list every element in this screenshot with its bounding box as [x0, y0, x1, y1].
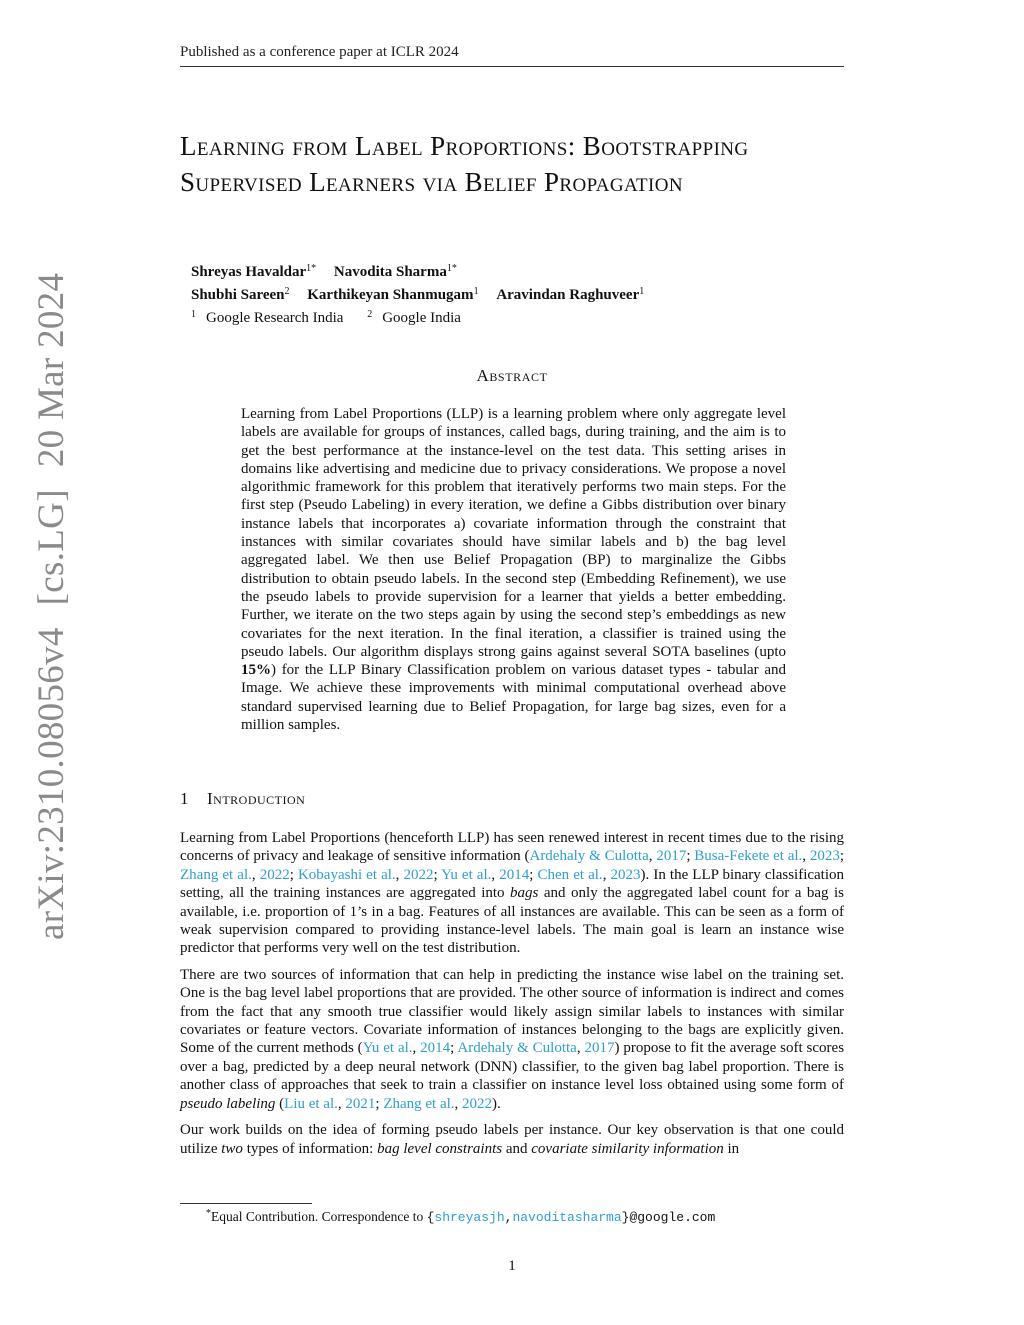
author-line-1: [191, 259, 658, 282]
arxiv-id: arXiv:2310.08056v4: [31, 627, 72, 940]
citation-link[interactable]: 2021: [345, 1095, 376, 1112]
citation-link[interactable]: 2023: [610, 866, 641, 883]
author: Navodita Sharma$^{1*}$: [333, 263, 457, 280]
citation-link[interactable]: Yu et al.: [362, 1040, 413, 1057]
citation-link[interactable]: Busa-Fekete et al.: [694, 848, 803, 865]
author-line-2: [191, 282, 658, 305]
section-number: 1: [180, 789, 189, 808]
paragraph: Our work builds on the idea of forming pseudo labels per instance. Our key observation is that one could utilize two types of information: bag level constraints and covariate similarity information in: [180, 1122, 844, 1157]
citation-link[interactable]: 2014: [499, 866, 530, 883]
citation-link[interactable]: 2022: [462, 1095, 493, 1112]
affiliations: [191, 305, 658, 328]
arxiv-date: 20 Mar 2024: [31, 272, 72, 468]
email-link[interactable]: navoditasharma: [512, 1210, 622, 1225]
arxiv-stamp: [30, 251, 73, 940]
citation-link[interactable]: Zhang et al.: [383, 1095, 455, 1112]
paragraph: Learning from Label Proportions (henceforth LLP) has seen renewed interest in recent times due to the rising concerns of privacy and leakage of sensitive information (Ardehaly & Culotta, 2017; Busa-Fekete et al., 2023; Zhang et al., 2022; Kobayashi et al., 2022; Yu et al., 2014; Chen et al., 2023). In the LLP binary classification setting, all the training instances are aggregated into bags and only the aggregated label count for a bag is available, i.e. proportion of 1’s in a bag. Features of all instances are available. This can be seen as a form of weak supervision compared to providing instance-level labels. The main goal is learn an instance wise predictor that performs very well on the test distribution.: [180, 830, 845, 957]
body-text: [180, 829, 844, 1166]
author: Aravindan Raghuveer$^1$: [496, 286, 645, 303]
header-rule: [180, 66, 844, 67]
citation-link[interactable]: Chen et al.: [537, 866, 603, 883]
citation-link[interactable]: 2023: [809, 848, 840, 865]
citation-link[interactable]: Zhang et al.: [180, 866, 252, 883]
author: Karthikeyan Shanmugam$^1$: [307, 286, 479, 303]
citation-link[interactable]: Ardehaly & Culotta: [529, 848, 649, 865]
citation-link[interactable]: 2014: [420, 1040, 451, 1057]
page-number: 1: [508, 1258, 516, 1274]
citation-link[interactable]: Ardehaly & Culotta: [457, 1040, 577, 1057]
running-header: Published as a conference paper at ICLR 2024: [180, 44, 459, 60]
affiliation: $^1$ Google Research India: [191, 309, 344, 326]
email-link[interactable]: shreyasjh: [434, 1210, 505, 1225]
arxiv-category: [cs.LG]: [31, 489, 72, 606]
paragraph: There are two sources of information that can help in predicting the instance wise label on the training set. One is the bag level label proportions that are provided. The other source of information is indirect and comes from the fact that any smooth true classifier would likely assign similar labels to instances with similar covariates or feature vectors. Covariate information of instances belonging to the bags are explicitly given. Some of the current methods (Yu et al., 2014; Ardehaly & Culotta, 2017) propose to fit the average soft scores over a bag, predicted by a deep neural network (DNN) classifier, to the given bag label proportion. There is another class of approaches that seek to train a classifier on instance level loss obtained using some form of pseudo labeling (Liu et al., 2021; Zhang et al., 2022).: [180, 966, 845, 1112]
affiliation: $^2$ Google India: [367, 309, 461, 326]
citation-link[interactable]: 2017: [656, 848, 687, 865]
author: Shreyas Havaldar$^{1*}$: [191, 263, 317, 280]
abstract-body: Learning from Label Proportions (LLP) is a learning problem where only aggregate level labels are available for groups of instances, called bags, during training, and the aim is to get the best performance at the instance-level on the test data. This setting arises in domains like advertising and medicine due to privacy considerations. We propose a novel algorithmic framework for this problem that iteratively performs two main steps. For the first step (Pseudo Labeling) in every iteration, we define a Gibbs distribution over binary instance labels that incorporates a) covariate information through the constraint that instances with similar covariates should have similar labels and b) the bag level aggregated label. We then use Belief Propagation (BP) to marginalize the Gibbs distribution to obtain pseudo labels. In the second step (Embedding Refinement), we use the pseudo labels to provide supervision for a learner that yields a better embedding. Further, we iterate on the two steps again by using the second step’s embeddings as new covariates for the next iteration. In the final iteration, a classifier is trained using the pseudo labels. Our algorithm displays strong gains against several SOTA baselines (upto 15%) for the LLP Binary Classification problem on various dataset types - tabular and Image. We achieve these improvements with minimal computational overhead above standard supervised learning due to Belief Propagation, for large bag sizes, even for a million samples.: [241, 406, 786, 734]
author-block: [191, 259, 658, 328]
footnote: *Equal Contribution. Correspondence to {shreyasjh,navoditasharma}@google.com: [206, 1208, 716, 1225]
footnote-rule: [180, 1203, 312, 1204]
author: Shubhi Sareen$^2$: [191, 286, 290, 303]
citation-link[interactable]: Yu et al.: [441, 866, 492, 883]
section-heading: [180, 789, 305, 809]
citation-link[interactable]: Liu et al.: [284, 1095, 338, 1112]
paper-title: Learning from Label Proportions: Bootstrapping Supervised Learners via Belief Propagation: [180, 131, 749, 197]
citation-link[interactable]: 2017: [584, 1040, 615, 1057]
citation-link[interactable]: 2022: [259, 866, 290, 883]
citation-link[interactable]: Kobayashi et al.: [297, 866, 396, 883]
citation-link[interactable]: 2022: [403, 866, 434, 883]
section-title: Introduction: [207, 789, 306, 808]
abstract-heading: Abstract: [476, 366, 548, 385]
